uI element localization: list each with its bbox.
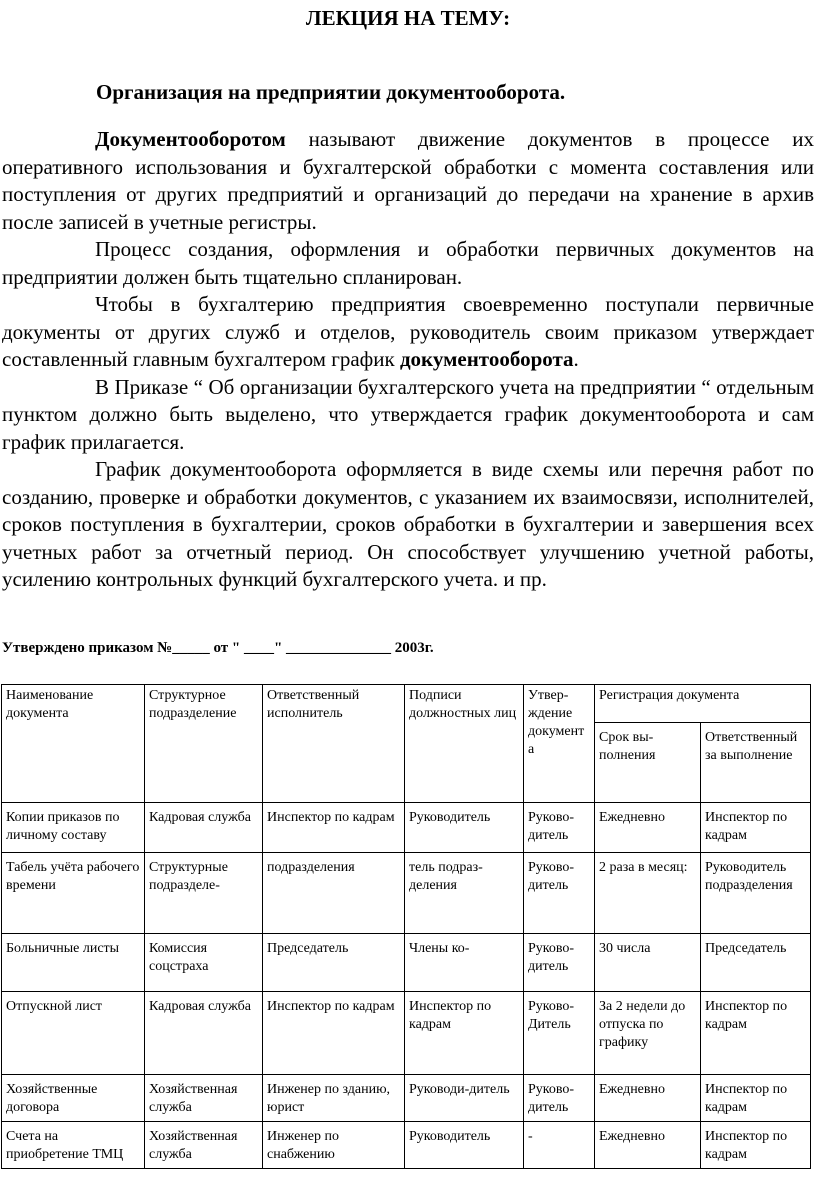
cell-deadline: Ежедневно [595,1122,701,1169]
cell-registration-responsible: Председатель [701,934,811,992]
header-department: Структурное подразделение [145,685,263,803]
header-approval: Утвер-ждение документ а [524,685,595,803]
cell-registration-responsible: Инспектор по кадрам [701,803,811,853]
cell-responsible: Инженер по зданию, юрист [263,1075,405,1122]
cell-deadline: За 2 недели до отпуска по графику [595,992,701,1075]
cell-registration-responsible: Инспектор по кадрам [701,1075,811,1122]
paragraph-definition [2,126,814,236]
cell-department: Хозяйственная служба [145,1122,263,1169]
cell-approval: Руково-дитель [524,934,595,992]
cell-document-name: Больничные листы [2,934,145,992]
cell-department: Кадровая служба [145,992,263,1075]
cell-signatures: Инспектор по кадрам [405,992,524,1075]
page-title: ЛЕКЦИЯ НА ТЕМУ: [305,6,511,30]
cell-department: Кадровая служба [145,803,263,853]
cell-approval: Руково-Дитель [524,992,595,1075]
cell-deadline: 30 числа [595,934,701,992]
cell-document-name: Табель учёта рабочего времени [2,853,145,934]
cell-responsible: Инспектор по кадрам [263,992,405,1075]
lecture-body [2,126,814,594]
cell-registration-responsible: Руководитель подразделения [701,853,811,934]
table-row [2,1122,811,1169]
lecture-subtitle: Организация на предприятии документооборота. [96,80,566,104]
table-row [2,934,811,992]
cell-department: Комиссия соцстраха [145,934,263,992]
header-registration-responsible: Ответственный за выполнение [701,723,811,803]
cell-signatures: Руководи-дитель [405,1075,524,1122]
order-period: . [573,347,579,371]
cell-document-name: Счета на приобретение ТМЦ [2,1122,145,1169]
table-row [2,1075,811,1122]
approval-line: Утверждено приказом №_____ от " ____" ______________ 2003г. [2,640,434,656]
paragraph-planning: Процесс создания, оформления и обработки первичных документов на предприятии должен быть тщательно спланирован. [2,237,814,289]
cell-approval: - [524,1122,595,1169]
cell-deadline: 2 раза в месяц: [595,853,701,934]
term-document-flow-bold: документооборота [399,347,574,371]
cell-responsible: Председатель [263,934,405,992]
cell-responsible: Инженер по снабжению [263,1122,405,1169]
cell-document-name: Хозяйственные договора [2,1075,145,1122]
cell-department: Хозяйственная служба [145,1075,263,1122]
cell-document-name: Отпускной лист [2,992,145,1075]
table-row [2,992,811,1075]
cell-registration-responsible: Инспектор по кадрам [701,1122,811,1169]
cell-registration-responsible: Инспектор по кадрам [701,992,811,1075]
cell-approval: Руково-дитель [524,1075,595,1122]
paragraph-order [2,291,814,374]
cell-deadline: Ежедневно [595,1075,701,1122]
cell-deadline: Ежедневно [595,803,701,853]
cell-approval: Руково-дитель [524,803,595,853]
cell-responsible: Инспектор по кадрам [263,803,405,853]
term-document-flow: Документооборотом [95,127,286,151]
header-signatures: Подписи должностных лиц [405,685,524,803]
cell-approval: Руково-дитель [524,853,595,934]
cell-department: Структурные подразделе- [145,853,263,934]
cell-signatures: Руководитель [405,803,524,853]
table-row [2,853,811,934]
cell-responsible: подразделения [263,853,405,934]
order-text: Чтобы в бухгалтерию предприятия своевременно поступали первичные документы от других служб и отделов, руководитель своим приказом утверждает составленный главным бухгалтером график [2,292,814,371]
header-responsible: Ответственный исполнитель [263,685,405,803]
paragraph-schedule: График документооборота оформляется в виде схемы или перечня работ по созданию, проверке и обработки документов, с указанием их взаимосвязи, исполнителей, сроков поступления в бухгалтерии, сроков обработки в бухгалтерии и завершения всех учетных работ за отчетный период. Он способствует улучшению учетной работы, усилению контрольных функций бухгалтерского учета. и пр. [2,457,814,591]
header-deadline: Срок вы-полнения [595,723,701,803]
paragraph-decree: В Приказе “ Об организации бухгалтерского учета на предприятии “ отдельным пунктом должно быть выделено, что утверждается график документооборота и сам график прилагается. [2,374,814,454]
cell-signatures: Руководитель [405,1122,524,1169]
cell-document-name: Копии приказов по личному составу [2,803,145,853]
cell-signatures: Члены ко- [405,934,524,992]
table-row [2,803,811,853]
cell-signatures: тель подраз-деления [405,853,524,934]
definition-text: называют движение документов в процессе их оперативного использования и бухгалтерской обработки с момента составления или поступления от других предприятий и организаций до передачи на хранение в архив после записей в учетные регистры. [2,127,814,234]
header-document-name: Наименование документа [2,685,145,803]
document-flow-table [1,684,811,1169]
header-registration: Регистрация документа [595,685,811,723]
